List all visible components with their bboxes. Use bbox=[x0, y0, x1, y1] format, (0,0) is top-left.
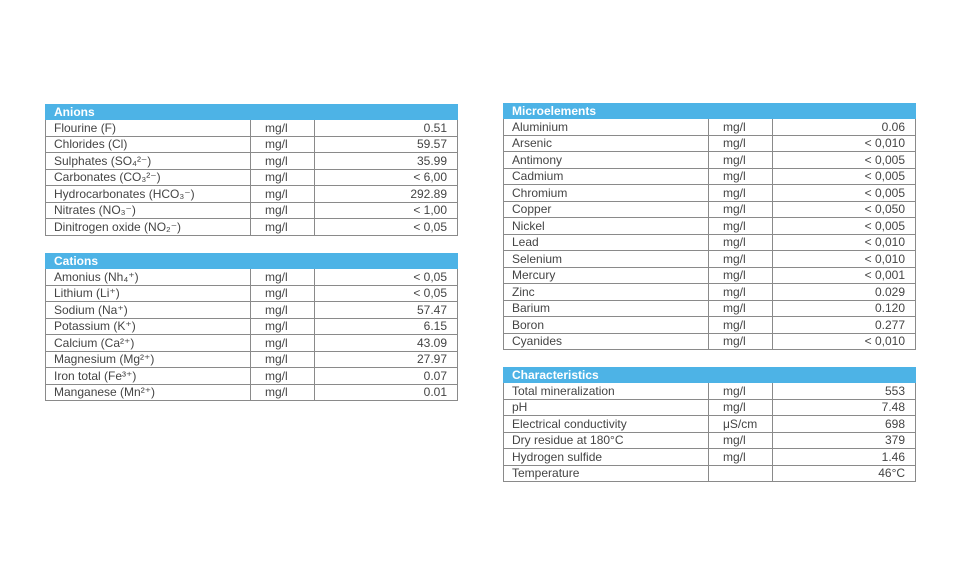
parameter-name: Manganese (Mn²⁺) bbox=[46, 384, 251, 401]
parameter-name: Total mineralization bbox=[504, 383, 709, 400]
unit-cell: mg/l bbox=[709, 432, 773, 449]
parameter-name: pH bbox=[504, 399, 709, 416]
value-cell: 27.97 bbox=[315, 351, 458, 368]
parameter-name: Electrical conductivity bbox=[504, 416, 709, 433]
parameter-name: Hydrogen sulfide bbox=[504, 449, 709, 466]
table-row bbox=[46, 153, 458, 170]
table-row bbox=[504, 333, 916, 350]
value-cell: 292.89 bbox=[315, 186, 458, 203]
unit-cell: mg/l bbox=[251, 169, 315, 186]
value-cell: 379 bbox=[773, 432, 916, 449]
unit-cell: mg/l bbox=[709, 119, 773, 136]
parameter-name: Hydrocarbonates (HCO₃⁻) bbox=[46, 186, 251, 203]
parameter-name: Boron bbox=[504, 317, 709, 334]
parameter-name: Copper bbox=[504, 201, 709, 218]
unit-cell: mg/l bbox=[251, 368, 315, 385]
value-cell: < 0,010 bbox=[773, 333, 916, 350]
value-cell: 6.15 bbox=[315, 318, 458, 335]
value-cell: 46°C bbox=[773, 465, 916, 482]
unit-cell: mg/l bbox=[251, 120, 315, 137]
cations-table-title: Cations bbox=[46, 254, 458, 269]
parameter-name: Temperature bbox=[504, 465, 709, 482]
parameter-name: Cadmium bbox=[504, 168, 709, 185]
value-cell: < 6,00 bbox=[315, 169, 458, 186]
parameter-name: Nickel bbox=[504, 218, 709, 235]
value-cell: 0.029 bbox=[773, 284, 916, 301]
table-row bbox=[504, 119, 916, 136]
unit-cell: mg/l bbox=[709, 267, 773, 284]
unit-cell: mg/l bbox=[709, 152, 773, 169]
table-row bbox=[504, 135, 916, 152]
table-row bbox=[504, 234, 916, 251]
table-row bbox=[46, 219, 458, 236]
table-row bbox=[46, 120, 458, 137]
table-row bbox=[46, 302, 458, 319]
parameter-name: Amonius (Nh₄⁺) bbox=[46, 269, 251, 286]
parameter-name: Aluminium bbox=[504, 119, 709, 136]
value-cell: 0.51 bbox=[315, 120, 458, 137]
unit-cell: mg/l bbox=[251, 318, 315, 335]
parameter-name: Mercury bbox=[504, 267, 709, 284]
parameter-name: Flourine (F) bbox=[46, 120, 251, 137]
unit-cell: mg/l bbox=[709, 284, 773, 301]
unit-cell: mg/l bbox=[251, 285, 315, 302]
parameter-name: Dry residue at 180°C bbox=[504, 432, 709, 449]
value-cell: 57.47 bbox=[315, 302, 458, 319]
table-row bbox=[504, 383, 916, 400]
parameter-name: Sulphates (SO₄²⁻) bbox=[46, 153, 251, 170]
value-cell: 698 bbox=[773, 416, 916, 433]
table-row bbox=[46, 318, 458, 335]
value-cell: 0.01 bbox=[315, 384, 458, 401]
parameter-name: Selenium bbox=[504, 251, 709, 268]
value-cell: < 0,005 bbox=[773, 185, 916, 202]
value-cell: 553 bbox=[773, 383, 916, 400]
parameter-name: Zinc bbox=[504, 284, 709, 301]
parameter-name: Sodium (Na⁺) bbox=[46, 302, 251, 319]
cations-table bbox=[45, 253, 458, 401]
table-row bbox=[46, 202, 458, 219]
unit-cell: mg/l bbox=[709, 383, 773, 400]
characteristics-table bbox=[503, 367, 916, 482]
unit-cell: mg/l bbox=[709, 399, 773, 416]
table-row bbox=[504, 432, 916, 449]
unit-cell: mg/l bbox=[251, 136, 315, 153]
microelements-table-title: Microelements bbox=[504, 104, 916, 119]
table-row bbox=[504, 449, 916, 466]
parameter-name: Arsenic bbox=[504, 135, 709, 152]
unit-cell: mg/l bbox=[251, 153, 315, 170]
parameter-name: Barium bbox=[504, 300, 709, 317]
table-row bbox=[46, 335, 458, 352]
parameter-name: Carbonates (CO₃²⁻) bbox=[46, 169, 251, 186]
value-cell: < 0,005 bbox=[773, 152, 916, 169]
table-row bbox=[504, 465, 916, 482]
unit-cell: mg/l bbox=[709, 300, 773, 317]
parameter-name: Nitrates (NO₃⁻) bbox=[46, 202, 251, 219]
value-cell: < 1,00 bbox=[315, 202, 458, 219]
table-row bbox=[46, 351, 458, 368]
value-cell: 0.120 bbox=[773, 300, 916, 317]
table-row bbox=[504, 185, 916, 202]
parameter-name: Chlorides (Cl) bbox=[46, 136, 251, 153]
unit-cell: mg/l bbox=[251, 384, 315, 401]
value-cell: < 0,05 bbox=[315, 219, 458, 236]
unit-cell: mg/l bbox=[709, 234, 773, 251]
value-cell: 0.06 bbox=[773, 119, 916, 136]
table-row bbox=[46, 169, 458, 186]
unit-cell: mg/l bbox=[251, 351, 315, 368]
unit-cell: mg/l bbox=[251, 335, 315, 352]
unit-cell: mg/l bbox=[251, 202, 315, 219]
table-row bbox=[46, 186, 458, 203]
table-row bbox=[46, 269, 458, 286]
value-cell: 43.09 bbox=[315, 335, 458, 352]
table-row bbox=[504, 284, 916, 301]
unit-cell: μS/cm bbox=[709, 416, 773, 433]
parameter-name: Dinitrogen oxide (NO₂⁻) bbox=[46, 219, 251, 236]
unit-cell: mg/l bbox=[251, 219, 315, 236]
unit-cell: mg/l bbox=[709, 168, 773, 185]
value-cell: < 0,010 bbox=[773, 251, 916, 268]
anions-table bbox=[45, 104, 458, 236]
microelements-table bbox=[503, 103, 916, 350]
anions-table-title: Anions bbox=[46, 105, 458, 120]
value-cell: < 0,050 bbox=[773, 201, 916, 218]
table-row bbox=[504, 416, 916, 433]
unit-cell: mg/l bbox=[251, 269, 315, 286]
characteristics-table-title: Characteristics bbox=[504, 368, 916, 383]
table-row bbox=[504, 251, 916, 268]
table-row bbox=[504, 218, 916, 235]
table-row bbox=[504, 201, 916, 218]
value-cell: < 0,005 bbox=[773, 168, 916, 185]
parameter-name: Potassium (K⁺) bbox=[46, 318, 251, 335]
value-cell: < 0,05 bbox=[315, 285, 458, 302]
unit-cell: mg/l bbox=[709, 185, 773, 202]
value-cell: 0.07 bbox=[315, 368, 458, 385]
parameter-name: Calcium (Ca²⁺) bbox=[46, 335, 251, 352]
table-row bbox=[504, 168, 916, 185]
value-cell: 1.46 bbox=[773, 449, 916, 466]
value-cell: 59.57 bbox=[315, 136, 458, 153]
table-row bbox=[504, 300, 916, 317]
table-row bbox=[46, 384, 458, 401]
table-row bbox=[46, 136, 458, 153]
parameter-name: Lithium (Li⁺) bbox=[46, 285, 251, 302]
unit-cell: mg/l bbox=[709, 201, 773, 218]
table-row bbox=[504, 317, 916, 334]
table-row bbox=[504, 152, 916, 169]
unit-cell: mg/l bbox=[709, 251, 773, 268]
unit-cell: mg/l bbox=[709, 317, 773, 334]
value-cell: < 0,05 bbox=[315, 269, 458, 286]
value-cell: < 0,005 bbox=[773, 218, 916, 235]
parameter-name: Antimony bbox=[504, 152, 709, 169]
value-cell: 35.99 bbox=[315, 153, 458, 170]
unit-cell: mg/l bbox=[251, 302, 315, 319]
parameter-name: Magnesium (Mg²⁺) bbox=[46, 351, 251, 368]
value-cell: < 0,010 bbox=[773, 234, 916, 251]
value-cell: 0.277 bbox=[773, 317, 916, 334]
parameter-name: Chromium bbox=[504, 185, 709, 202]
parameter-name: Iron total (Fe³⁺) bbox=[46, 368, 251, 385]
value-cell: 7.48 bbox=[773, 399, 916, 416]
unit-cell: mg/l bbox=[709, 333, 773, 350]
unit-cell: mg/l bbox=[709, 449, 773, 466]
table-row bbox=[46, 285, 458, 302]
unit-cell: mg/l bbox=[251, 186, 315, 203]
table-row bbox=[504, 399, 916, 416]
unit-cell: mg/l bbox=[709, 218, 773, 235]
parameter-name: Lead bbox=[504, 234, 709, 251]
value-cell: < 0,010 bbox=[773, 135, 916, 152]
table-row bbox=[504, 267, 916, 284]
unit-cell: mg/l bbox=[709, 135, 773, 152]
parameter-name: Cyanides bbox=[504, 333, 709, 350]
value-cell: < 0,001 bbox=[773, 267, 916, 284]
unit-cell bbox=[709, 465, 773, 482]
table-row bbox=[46, 368, 458, 385]
